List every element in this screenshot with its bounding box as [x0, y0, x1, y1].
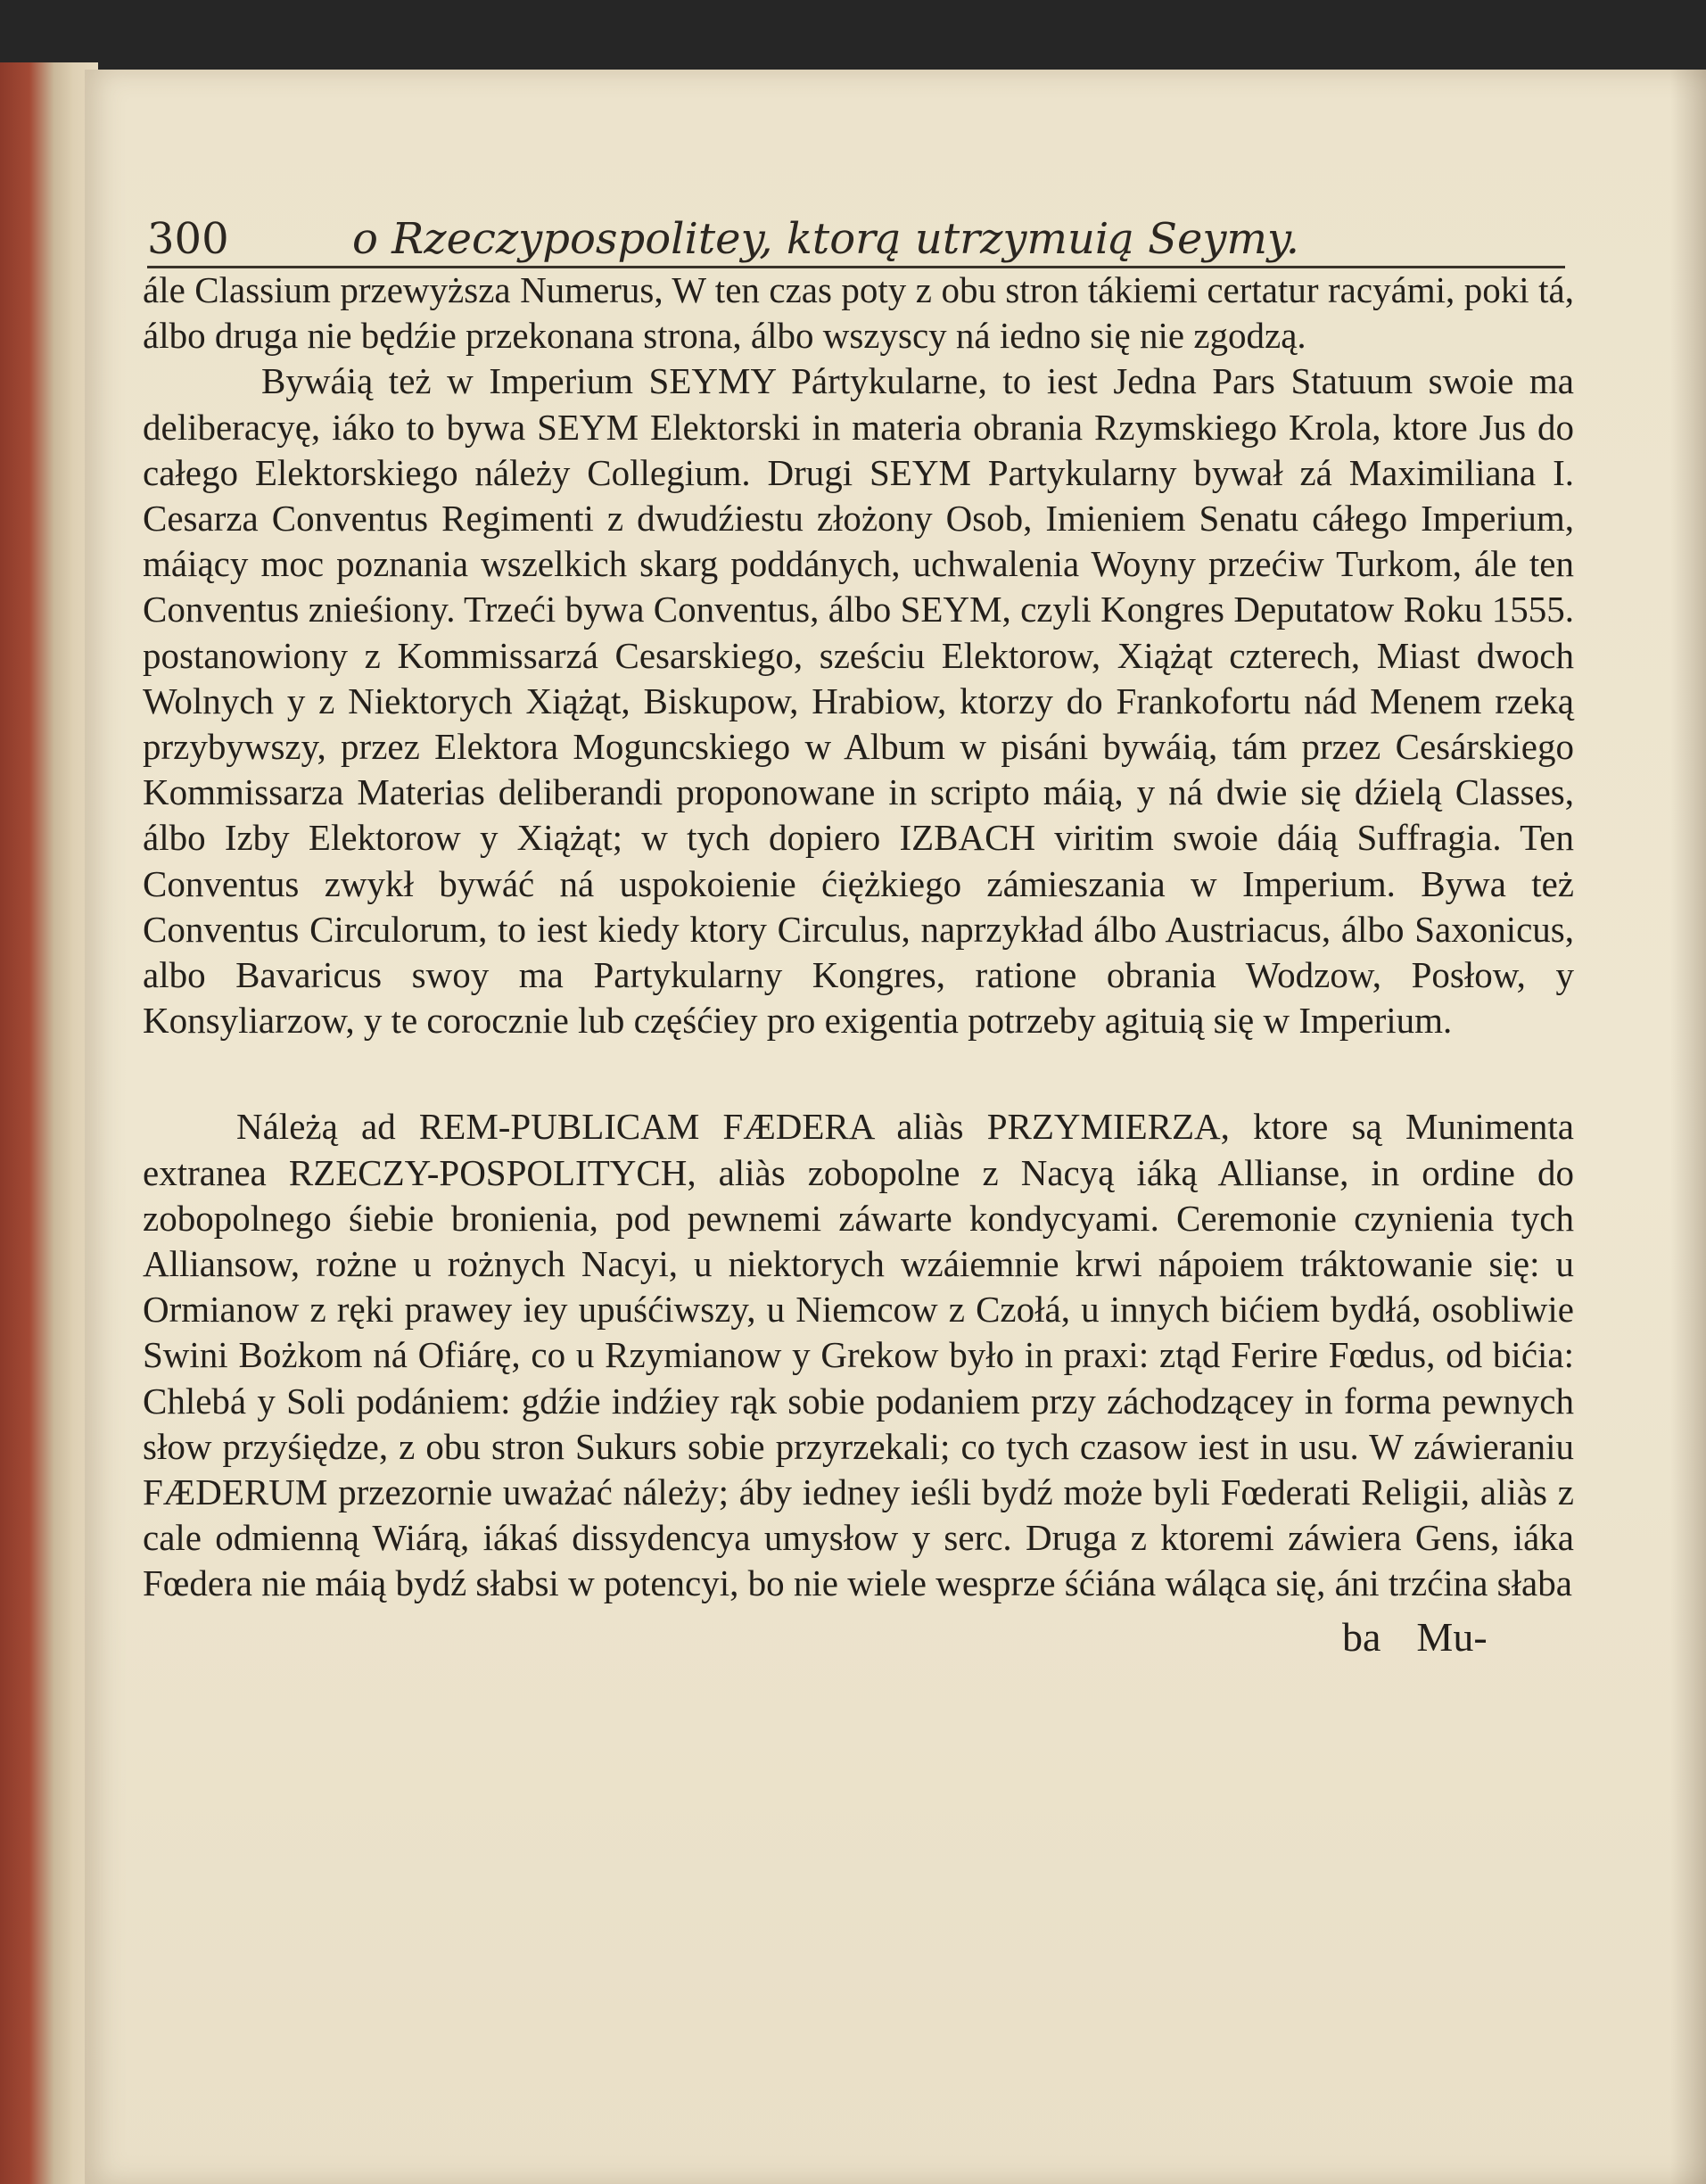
binding-shadow [1670, 70, 1706, 2184]
catchword-line [1342, 1611, 1523, 1664]
running-title: o Rzeczypospolitey, ktorą utrzymuią Seymy. [352, 214, 1300, 264]
running-head [147, 214, 1574, 268]
book-page-edge [0, 62, 98, 2184]
paragraph-2: Bywáią też w Imperium SEYMY Pártykularne, to iest Jedna Pars Statuum swoie ma deliberacyę, iáko to bywa SEYM Elektorski in materia obrania Rzymskiego Krola, ktore Jus do całego Elektorskiego náleży Collegium. Drugi SEYM Partykularny bywał zá Maximiliana I. Cesarza Conventus Regimenti z dwudźiestu złożony Osob, Imieniem Senatu cáłego Imperium, máiący moc poznania wszelkich skarg poddánych, uchwalenia Woyny przećiw Turkom, ále ten Conventus znieśiony. Trzeći bywa Conventus, álbo SEYM, czyli Kongres Deputatow Roku 1555. postanowiony z Kommissarzá Cesarskiego, sześciu Elektorow, Xiążąt czterech, Miast dwoch Wolnych y z Niektorych Xiążąt, Biskupow, Hrabiow, ktorzy do Frankofortu nád Menem rzeką przybywszy, przez Elektora Moguncskiego w Album w pisáni bywáią, tám przez Cesárskiego Kommissarza Materias deliberandi proponowane in scripto máią, y ná dwie się dźielą Classes, álbo Izby Elektorow y Xiążąt; w tych dopiero IZBACH viritim swoie dáią Suffragia. Ten Conventus zwykł bywáć ná uspokoienie ćiężkiego zámieszania w Imperium. Bywa też Conventus Circulorum, to iest kiedy ktory Circulus, naprzykład álbo Austriacus, álbo Saxonicus, albo Bavaricus swoy ma Partykularny Kongres, ratione obrania Wodzow, Posłow, y Konsyliarzow, y te corocznie lub częśćiey pro exigentia potrzeby agituią się w Imperium. [143, 360, 1574, 1042]
body-text [143, 268, 1574, 1607]
paragraph-3: Náleżą ad REM-PUBLICAM FÆDERA aliàs PRZYMIERZA, ktore są Munimenta extranea RZECZY-POSPOLITYCH, aliàs zobopolne z Nacyą iáką Allianse, in ordine do zobopolnego śiebie bronienia, pod pewnemi záwarte kondycyami. Ceremonie czynienia tych Alliansow, rożne u rożnych Nacyi, u niektorych wzáiemnie krwi nápoiem tráktowanie się: u Ormianow z ręki prawey iey upuśćiwszy, u Niemcow z Czołá, u innych bićiem bydłá, osobliwie Swini Bożkom ná Ofiárę, co u Rzymianow y Grekow było in praxi: ztąd Ferire Fœdus, od bićia: Chlebá y Soli podániem: gdźie indźiey rąk sobie podaniem przy záchodzącey in forma pewnych słow przyśiędze, z obu stron Sukurs sobie przyrzekali; co tych czasow iest in usu. W záwieraniu FÆDERUM przezornie uważać náleży; áby iedney ieśli bydź może byli Fœderati Religii, aliàs z cale odmienną Wiárą, iákaś dissydencya umysłow y serc. Druga z ktoremi záwiera Gens, iáka Fœdera nie máią bydź słabsi w potencyi, bo nie wiele wesprze śćiána wáląca się, áni trzćina słaba [143, 1106, 1574, 1604]
catchword-left: ba [1342, 1614, 1381, 1660]
catchword-right: Mu- [1416, 1614, 1488, 1660]
paragraph-1: ále Classium przewyższa Numerus, W ten czas poty z obu stron tákiemi certatur racyámi, poki tá, álbo druga nie będźie przekonana strona, álbo wszyscy ná iedno się nie zgodzą. [143, 269, 1574, 357]
page-number: 300 [147, 214, 229, 264]
